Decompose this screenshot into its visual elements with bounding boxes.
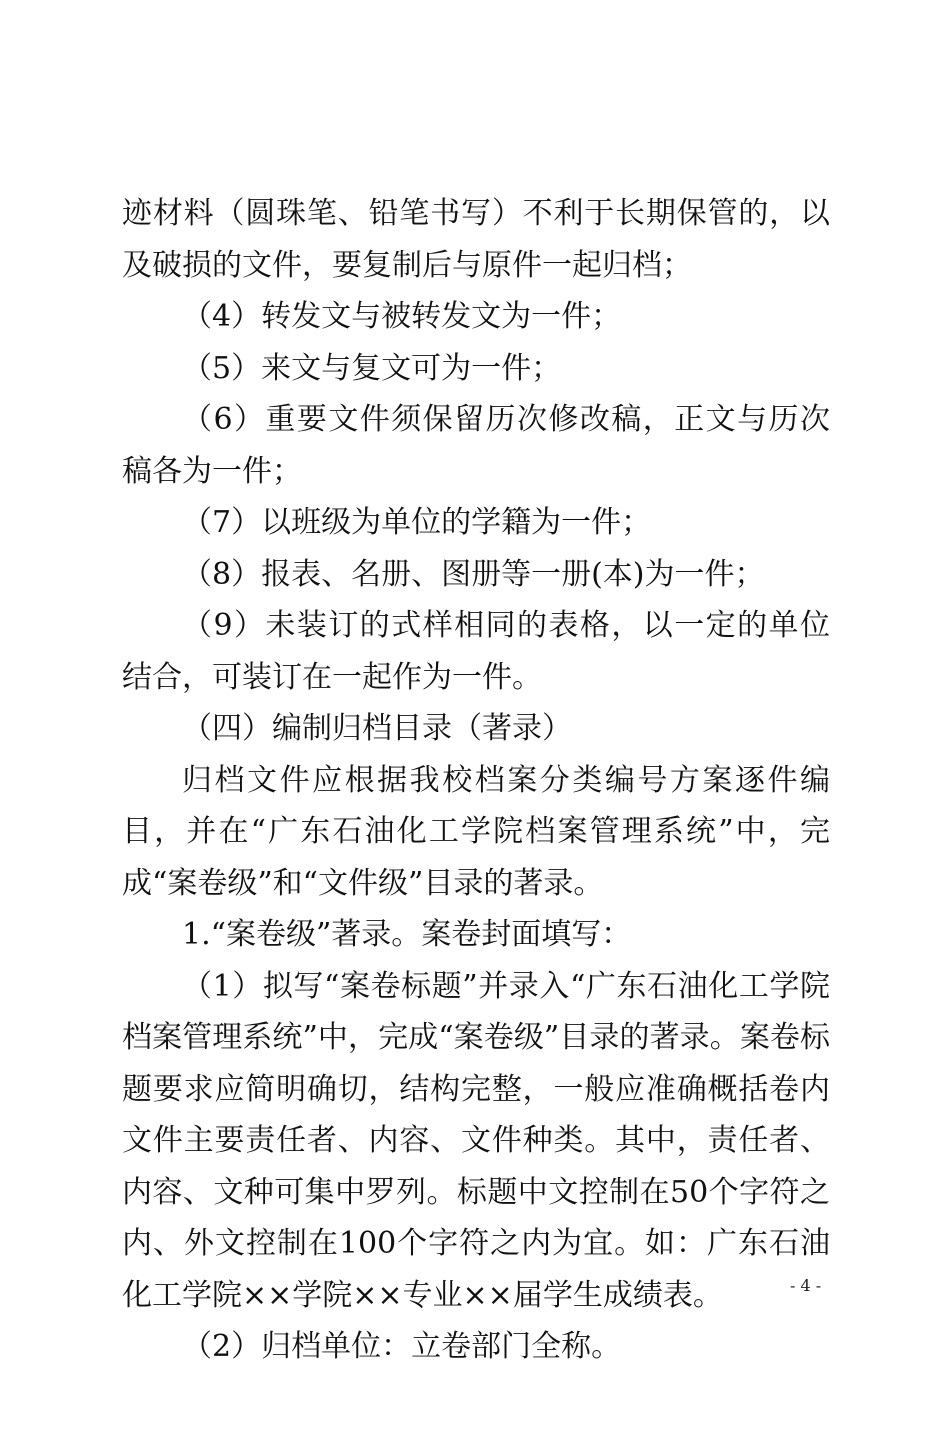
paragraph-item-7: （7）以班级为单位的学籍为一件； — [182, 505, 652, 540]
paragraph-item-8: （8）报表、名册、图册等一册(本)为一件； — [182, 556, 765, 592]
paragraph-subitem-2: （2）归档单位：立卷部门全称。 — [182, 1329, 622, 1364]
paragraph-continued-materials: 迹材料（圆珠笔、铅笔书写）不利于长期保管的，以及破损的文件，要复制后与原件一起归档； — [122, 196, 830, 283]
paragraph-item-6: （6）重要文件须保留历次修改稿，正文与历次稿各为一件； — [122, 402, 830, 489]
paragraph-subitem-1: （1）拟写“案卷标题”并录入“广东石油化工学院档案管理系统”中，完成“案卷级”目录的著录。案卷标题要求应简明确切，结构完整，一般应准确概括卷内文件主要责任者、内容、文件种类。其中，责任者、内容、文种可集中罗列。标题中文控制在50个字符之内、外文控制在100个字符之内为宜。如：广东石油化工学院××学院××专业××届学生成绩表。 — [122, 968, 830, 1313]
paragraph-item-5: （5）来文与复文可为一件； — [182, 350, 562, 386]
paragraph-item-4: （4）转发文与被转发文为一件； — [182, 299, 622, 334]
paragraph-item-9: （9）未装订的式样相同的表格，以一定的单位结合，可装订在一起作为一件。 — [122, 608, 830, 695]
paragraph-archive-catalog: 归档文件应根据我校档案分类编号方案逐件编目，并在“广东石油化工学院档案管理系统”中，完成“案卷级”和“文件级”目录的著录。 — [122, 762, 830, 901]
section-heading-four: （四）编制归档目录（著录） — [182, 711, 572, 746]
subsection-heading-1: 1.“案卷级”著录。案卷封面填写： — [182, 917, 632, 952]
body-text — [122, 188, 830, 1373]
page-number: - 4 - — [790, 1276, 822, 1295]
